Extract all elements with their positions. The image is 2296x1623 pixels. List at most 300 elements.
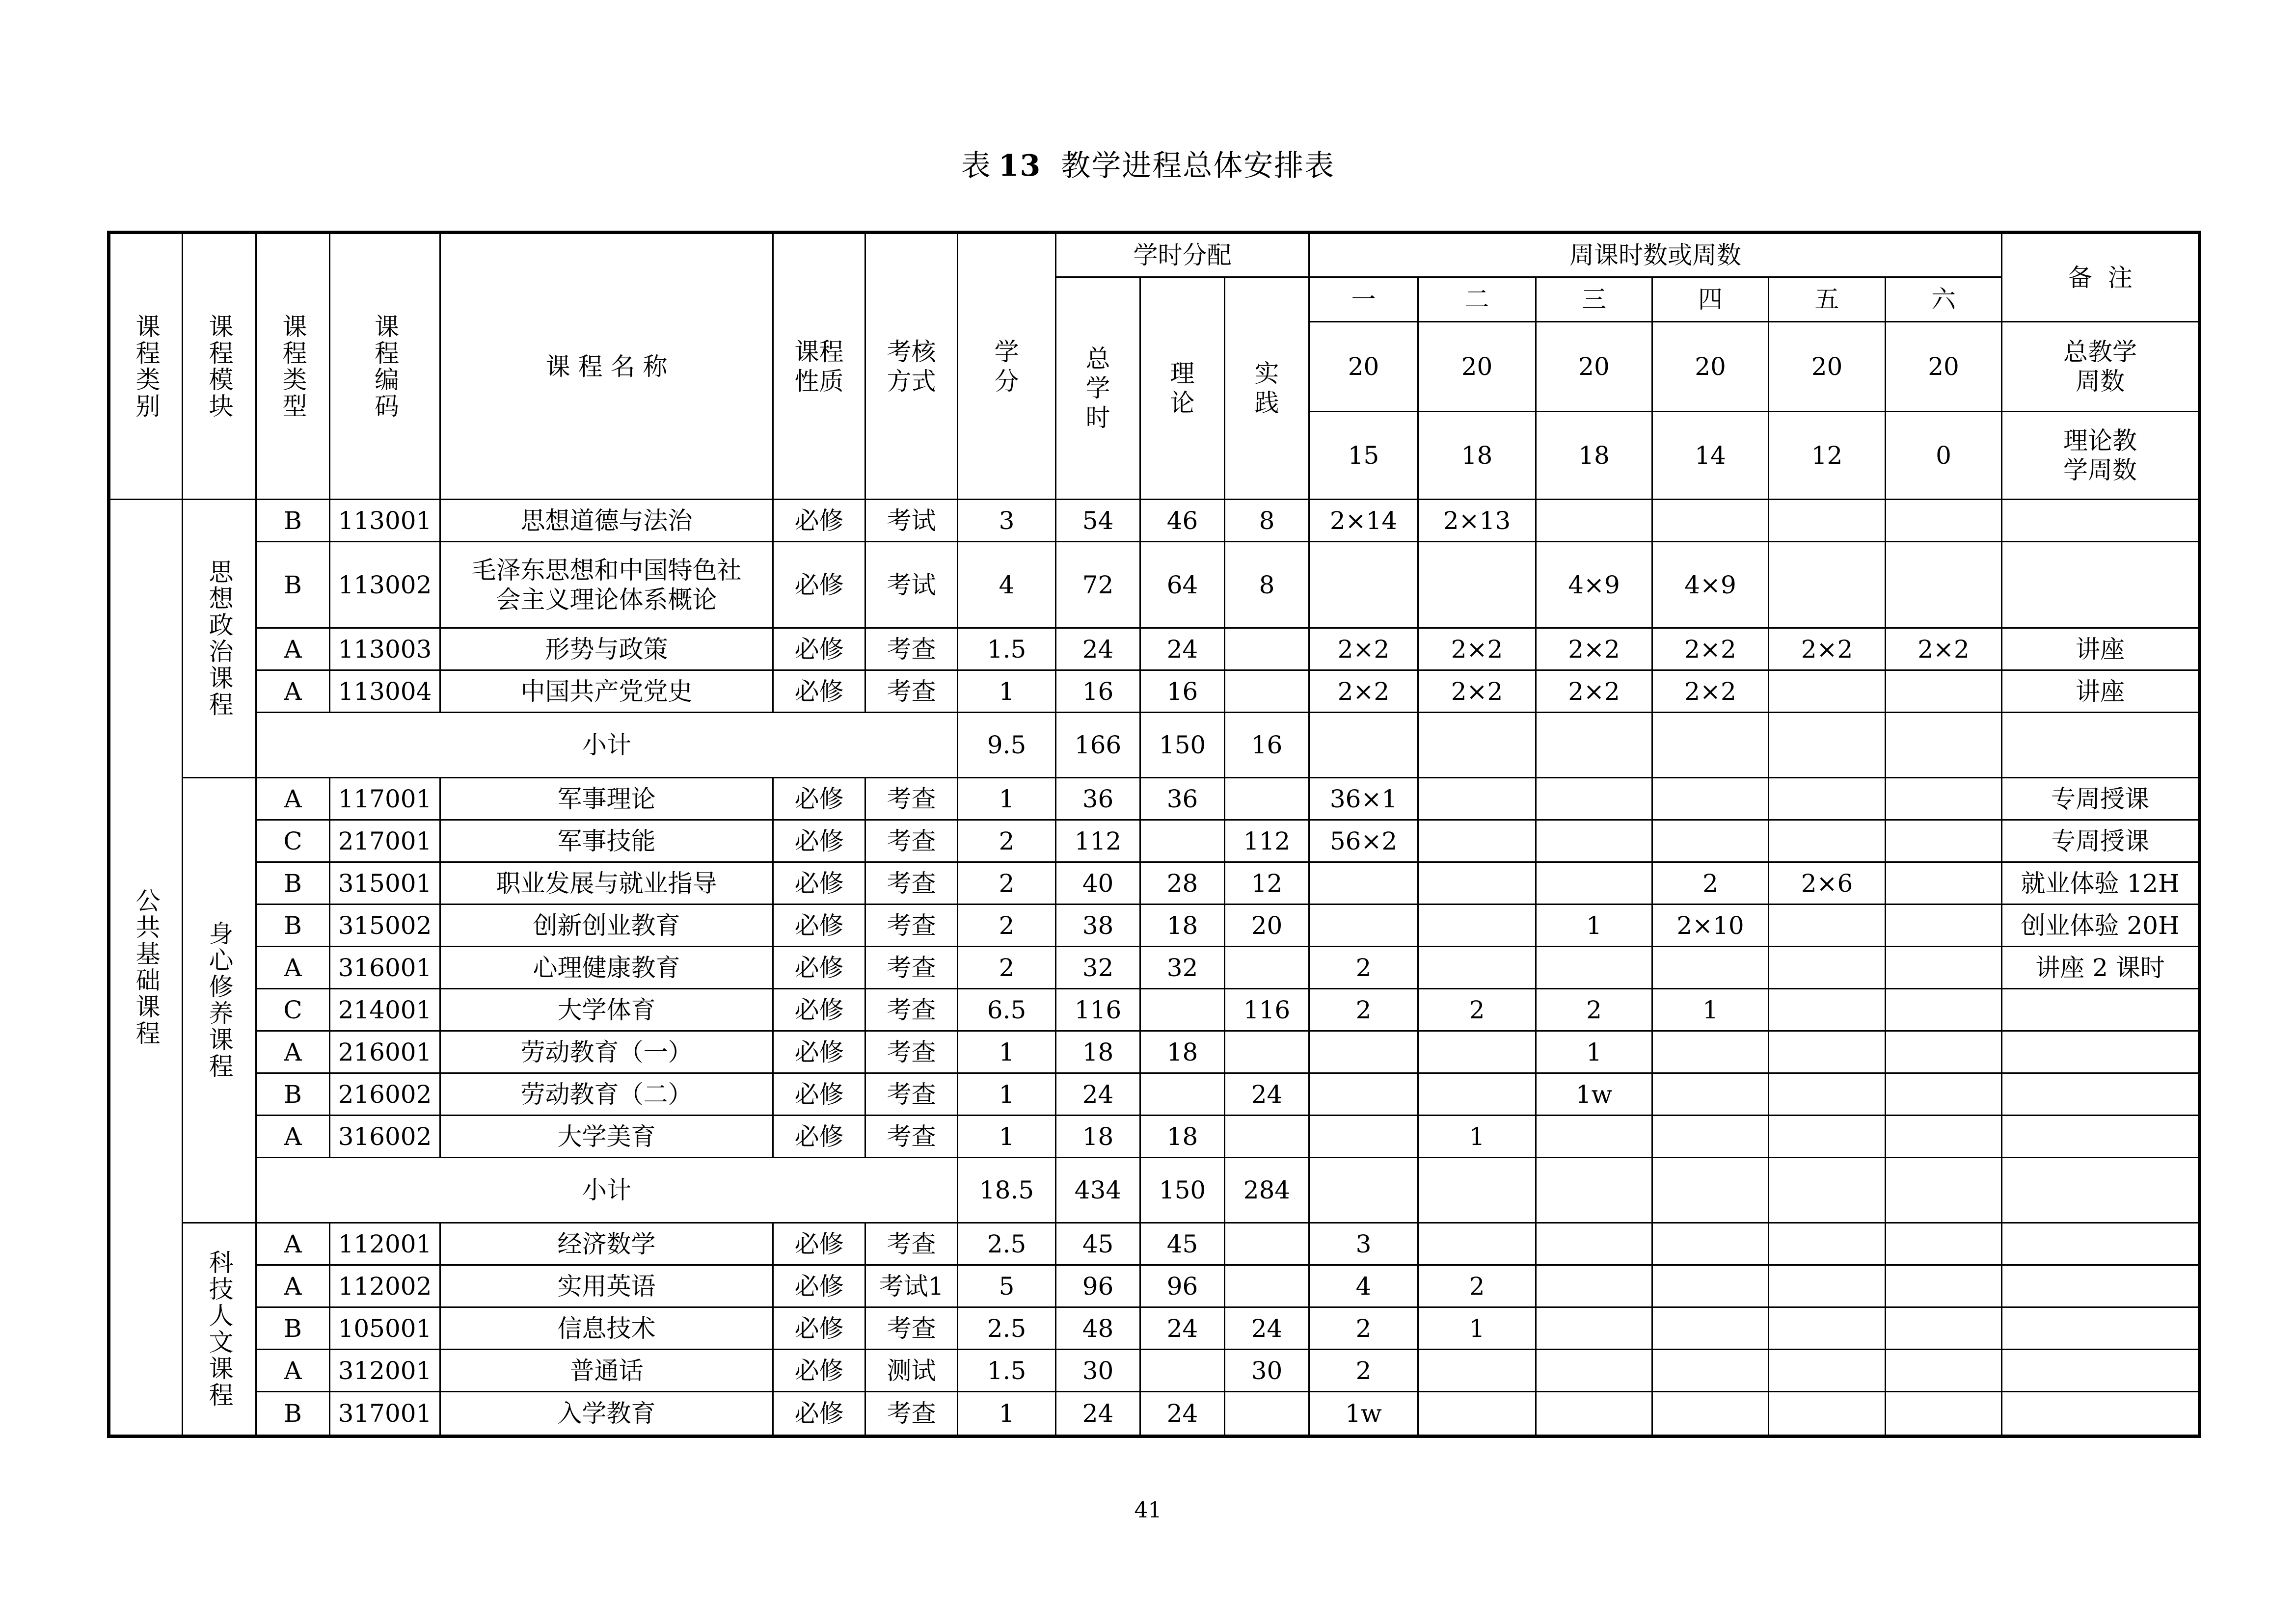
cell-practice: 8 <box>1225 500 1309 542</box>
cell-remark: 专周授课 <box>2002 820 2200 862</box>
cell-s3: 2×2 <box>1536 628 1652 670</box>
subtotal-label: 小计 <box>256 1158 958 1223</box>
cell-credit: 2.5 <box>958 1223 1056 1265</box>
table-row <box>109 670 2200 713</box>
subtotal-semester-2 <box>1418 713 1536 778</box>
total-weeks-6: 20 <box>1886 322 2002 412</box>
cell-code: 113001 <box>330 500 440 542</box>
cell-credit: 2 <box>958 947 1056 989</box>
theory-weeks-4: 14 <box>1652 412 1769 500</box>
cell-s1: 2 <box>1309 989 1418 1031</box>
cell-s2: 1 <box>1418 1307 1536 1350</box>
col-header-total: 总 学 时 <box>1056 277 1140 500</box>
cell-s3 <box>1536 947 1652 989</box>
subtotal-total: 166 <box>1056 713 1140 778</box>
cell-type: A <box>256 1223 330 1265</box>
col-header-category: 课程类别 <box>109 233 183 500</box>
cell-s3 <box>1536 862 1652 905</box>
cell-assess: 考查 <box>865 947 958 989</box>
cell-code: 214001 <box>330 989 440 1031</box>
cell-theory: 18 <box>1140 1031 1225 1073</box>
theory-weeks-2: 18 <box>1418 412 1536 500</box>
cell-s6 <box>1886 1307 2002 1350</box>
cell-credit: 2 <box>958 905 1056 947</box>
cell-s1: 2 <box>1309 1350 1418 1392</box>
cell-s4 <box>1652 1116 1769 1158</box>
cell-total: 48 <box>1056 1307 1140 1350</box>
cell-name: 形势与政策 <box>440 628 773 670</box>
cell-remark <box>2002 1350 2200 1392</box>
col-header-name: 课 程 名 称 <box>440 233 773 500</box>
cell-s6 <box>1886 820 2002 862</box>
cell-s5 <box>1769 989 1886 1031</box>
header-row <box>109 233 2200 277</box>
semester-4: 四 <box>1652 277 1769 322</box>
cell-nature: 必修 <box>773 989 865 1031</box>
cell-s4: 4×9 <box>1652 542 1769 628</box>
cell-type: A <box>256 778 330 820</box>
subtotal-semester-3 <box>1536 713 1652 778</box>
cell-nature: 必修 <box>773 1116 865 1158</box>
subtotal-row <box>109 1158 2200 1223</box>
cell-s1: 4 <box>1309 1265 1418 1307</box>
cell-type: A <box>256 628 330 670</box>
cell-remark <box>2002 542 2200 628</box>
cell-code: 117001 <box>330 778 440 820</box>
cell-theory <box>1140 1073 1225 1116</box>
cell-total: 38 <box>1056 905 1140 947</box>
table-row <box>109 862 2200 905</box>
subtotal-total: 434 <box>1056 1158 1140 1223</box>
cell-type: A <box>256 1265 330 1307</box>
cell-s5: 2×6 <box>1769 862 1886 905</box>
cell-credit: 1.5 <box>958 628 1056 670</box>
cell-credit: 1 <box>958 670 1056 713</box>
cell-s2 <box>1418 947 1536 989</box>
cell-s3: 2×2 <box>1536 670 1652 713</box>
cell-s1 <box>1309 1073 1418 1116</box>
cell-total: 24 <box>1056 1392 1140 1437</box>
col-header-nature: 课程 性质 <box>773 233 865 500</box>
cell-s5 <box>1769 1031 1886 1073</box>
cell-type: C <box>256 989 330 1031</box>
subtotal-semester-5 <box>1769 713 1886 778</box>
cell-s6 <box>1886 1265 2002 1307</box>
cell-s5 <box>1769 1350 1886 1392</box>
cell-s4: 2×2 <box>1652 628 1769 670</box>
cell-total: 18 <box>1056 1116 1140 1158</box>
cell-code: 113002 <box>330 542 440 628</box>
subtotal-practice: 16 <box>1225 713 1309 778</box>
cell-name: 经济数学 <box>440 1223 773 1265</box>
cell-total: 40 <box>1056 862 1140 905</box>
cell-nature: 必修 <box>773 905 865 947</box>
cell-total: 32 <box>1056 947 1140 989</box>
cell-assess: 考查 <box>865 905 958 947</box>
cell-s6 <box>1886 905 2002 947</box>
cell-s3 <box>1536 1350 1652 1392</box>
cell-type: A <box>256 670 330 713</box>
subtotal-credit: 18.5 <box>958 1158 1056 1223</box>
cell-s3 <box>1536 1223 1652 1265</box>
cell-type: C <box>256 820 330 862</box>
cell-s2: 2 <box>1418 989 1536 1031</box>
cell-nature: 必修 <box>773 820 865 862</box>
subtotal-semester-1 <box>1309 713 1418 778</box>
cell-type: B <box>256 862 330 905</box>
cell-credit: 1 <box>958 1116 1056 1158</box>
total-weeks-2: 20 <box>1418 322 1536 412</box>
table-row <box>109 947 2200 989</box>
cell-remark <box>2002 1307 2200 1350</box>
cell-s3 <box>1536 500 1652 542</box>
cell-name: 大学美育 <box>440 1116 773 1158</box>
cell-s1: 36×1 <box>1309 778 1418 820</box>
cell-s3 <box>1536 1116 1652 1158</box>
cell-assess: 测试 <box>865 1350 958 1392</box>
col-header-credit: 学 分 <box>958 233 1056 500</box>
cell-remark <box>2002 1392 2200 1437</box>
table-row <box>109 905 2200 947</box>
cell-practice <box>1225 1265 1309 1307</box>
cell-s2 <box>1418 1350 1536 1392</box>
cell-s1: 1w <box>1309 1392 1418 1437</box>
cell-theory: 24 <box>1140 628 1225 670</box>
cell-s2 <box>1418 905 1536 947</box>
subtotal-semester-5 <box>1769 1158 1886 1223</box>
cell-s6 <box>1886 778 2002 820</box>
cell-code: 113003 <box>330 628 440 670</box>
cell-s2 <box>1418 1223 1536 1265</box>
module-cell: 科技人文课程 <box>183 1223 256 1437</box>
cell-practice <box>1225 1116 1309 1158</box>
cell-s5 <box>1769 1116 1886 1158</box>
cell-credit: 2 <box>958 820 1056 862</box>
module-cell: 身心修养课程 <box>183 778 256 1223</box>
cell-type: A <box>256 1350 330 1392</box>
cell-name: 创新创业教育 <box>440 905 773 947</box>
cell-s5 <box>1769 947 1886 989</box>
cell-assess: 考查 <box>865 820 958 862</box>
cell-remark <box>2002 989 2200 1031</box>
cell-theory: 36 <box>1140 778 1225 820</box>
cell-s3: 1w <box>1536 1073 1652 1116</box>
cell-s3: 1 <box>1536 1031 1652 1073</box>
cell-code: 316001 <box>330 947 440 989</box>
cell-s5 <box>1769 1392 1886 1437</box>
cell-s1: 2 <box>1309 947 1418 989</box>
cell-type: A <box>256 1031 330 1073</box>
cell-total: 30 <box>1056 1350 1140 1392</box>
cell-credit: 2 <box>958 862 1056 905</box>
cell-theory: 96 <box>1140 1265 1225 1307</box>
cell-nature: 必修 <box>773 1350 865 1392</box>
cell-s1: 2×14 <box>1309 500 1418 542</box>
cell-assess: 考查 <box>865 1307 958 1350</box>
cell-theory <box>1140 820 1225 862</box>
cell-s6 <box>1886 862 2002 905</box>
cell-s4 <box>1652 1350 1769 1392</box>
cell-credit: 1 <box>958 1392 1056 1437</box>
col-header-practice: 实 践 <box>1225 277 1309 500</box>
cell-remark: 讲座 <box>2002 628 2200 670</box>
cell-s2 <box>1418 820 1536 862</box>
cell-name: 军事技能 <box>440 820 773 862</box>
theory-weeks-5: 12 <box>1769 412 1886 500</box>
table-row <box>109 628 2200 670</box>
cell-remark: 就业体验 12H <box>2002 862 2200 905</box>
cell-s4 <box>1652 947 1769 989</box>
cell-nature: 必修 <box>773 628 865 670</box>
subtotal-semester-3 <box>1536 1158 1652 1223</box>
cell-assess: 考查 <box>865 1223 958 1265</box>
col-header-module: 课程模块 <box>183 233 256 500</box>
cell-s4 <box>1652 1307 1769 1350</box>
cell-practice <box>1225 1223 1309 1265</box>
cell-s1: 2×2 <box>1309 628 1418 670</box>
cell-nature: 必修 <box>773 778 865 820</box>
cell-s4 <box>1652 500 1769 542</box>
table-row <box>109 1350 2200 1392</box>
cell-s1 <box>1309 542 1418 628</box>
cell-theory: 32 <box>1140 947 1225 989</box>
col-header-remarks: 备 注 <box>2002 233 2200 322</box>
cell-s3: 2 <box>1536 989 1652 1031</box>
cell-remark <box>2002 1031 2200 1073</box>
cell-code: 112002 <box>330 1265 440 1307</box>
table-number: 13 <box>998 149 1042 183</box>
cell-assess: 考查 <box>865 1031 958 1073</box>
cell-total: 18 <box>1056 1031 1140 1073</box>
cell-s2: 2×13 <box>1418 500 1536 542</box>
cell-s6 <box>1886 1116 2002 1158</box>
cell-s4 <box>1652 1031 1769 1073</box>
cell-theory: 24 <box>1140 1392 1225 1437</box>
cell-s2: 2×2 <box>1418 670 1536 713</box>
cell-type: B <box>256 1392 330 1437</box>
cell-total: 96 <box>1056 1265 1140 1307</box>
cell-practice <box>1225 778 1309 820</box>
cell-type: A <box>256 1116 330 1158</box>
cell-name: 劳动教育（一） <box>440 1031 773 1073</box>
cell-s4: 2 <box>1652 862 1769 905</box>
cell-s2 <box>1418 862 1536 905</box>
cell-type: B <box>256 1073 330 1116</box>
cell-s2 <box>1418 778 1536 820</box>
cell-s1: 3 <box>1309 1223 1418 1265</box>
cell-s2 <box>1418 542 1536 628</box>
cell-nature: 必修 <box>773 947 865 989</box>
cell-credit: 3 <box>958 500 1056 542</box>
cell-practice: 12 <box>1225 862 1309 905</box>
cell-name: 思想道德与法治 <box>440 500 773 542</box>
cell-s4: 2×2 <box>1652 670 1769 713</box>
cell-name: 心理健康教育 <box>440 947 773 989</box>
cell-credit: 6.5 <box>958 989 1056 1031</box>
cell-credit: 1 <box>958 1073 1056 1116</box>
cell-s1: 2 <box>1309 1307 1418 1350</box>
cell-code: 216001 <box>330 1031 440 1073</box>
cell-code: 105001 <box>330 1307 440 1350</box>
cell-nature: 必修 <box>773 670 865 713</box>
semester-2: 二 <box>1418 277 1536 322</box>
subtotal-semester-6 <box>1886 713 2002 778</box>
cell-name: 普通话 <box>440 1350 773 1392</box>
col-header-type: 课程类型 <box>256 233 330 500</box>
cell-s4 <box>1652 1392 1769 1437</box>
cell-type: B <box>256 1307 330 1350</box>
cell-s5 <box>1769 1307 1886 1350</box>
cell-code: 312001 <box>330 1350 440 1392</box>
cell-s1: 56×2 <box>1309 820 1418 862</box>
title-text: 教学进程总体安排表 <box>1061 149 1335 183</box>
table-row <box>109 1031 2200 1073</box>
cell-practice <box>1225 1031 1309 1073</box>
cell-s6 <box>1886 1031 2002 1073</box>
cell-nature: 必修 <box>773 1265 865 1307</box>
cell-name: 中国共产党党史 <box>440 670 773 713</box>
cell-s6 <box>1886 1223 2002 1265</box>
cell-s2: 2 <box>1418 1265 1536 1307</box>
cell-remark <box>2002 1073 2200 1116</box>
cell-credit: 2.5 <box>958 1307 1056 1350</box>
cell-s3 <box>1536 778 1652 820</box>
cell-remark: 专周授课 <box>2002 778 2200 820</box>
cell-s4 <box>1652 1073 1769 1116</box>
cell-practice: 8 <box>1225 542 1309 628</box>
cell-remark <box>2002 1116 2200 1158</box>
cell-s2 <box>1418 1031 1536 1073</box>
semester-6: 六 <box>1886 277 2002 322</box>
cell-remark: 讲座 2 课时 <box>2002 947 2200 989</box>
cell-nature: 必修 <box>773 500 865 542</box>
cell-s3: 1 <box>1536 905 1652 947</box>
cell-assess: 考试 <box>865 500 958 542</box>
subtotal-semester-1 <box>1309 1158 1418 1223</box>
cell-practice: 116 <box>1225 989 1309 1031</box>
cell-assess: 考试 <box>865 542 958 628</box>
cell-remark: 创业体验 20H <box>2002 905 2200 947</box>
remarks-total-weeks-label: 总教学 周数 <box>2002 322 2200 412</box>
subtotal-semester-6 <box>1886 1158 2002 1223</box>
cell-code: 112001 <box>330 1223 440 1265</box>
theory-weeks-3: 18 <box>1536 412 1652 500</box>
cell-s2: 1 <box>1418 1116 1536 1158</box>
subtotal-remark <box>2002 713 2200 778</box>
cell-assess: 考查 <box>865 778 958 820</box>
table-row <box>109 500 2200 542</box>
cell-s6: 2×2 <box>1886 628 2002 670</box>
cell-s4: 1 <box>1652 989 1769 1031</box>
cell-total: 24 <box>1056 628 1140 670</box>
total-weeks-3: 20 <box>1536 322 1652 412</box>
cell-nature: 必修 <box>773 1223 865 1265</box>
cell-s5 <box>1769 778 1886 820</box>
cell-theory <box>1140 1350 1225 1392</box>
cell-remark: 讲座 <box>2002 670 2200 713</box>
col-header-weekly: 周课时数或周数 <box>1309 233 2002 277</box>
subtotal-credit: 9.5 <box>958 713 1056 778</box>
teaching-schedule-table <box>107 231 2201 1438</box>
cell-credit: 4 <box>958 542 1056 628</box>
cell-s5 <box>1769 1073 1886 1116</box>
subtotal-remark <box>2002 1158 2200 1223</box>
cell-theory: 24 <box>1140 1307 1225 1350</box>
cell-name: 劳动教育（二） <box>440 1073 773 1116</box>
total-weeks-5: 20 <box>1769 322 1886 412</box>
cell-total: 36 <box>1056 778 1140 820</box>
cell-name: 职业发展与就业指导 <box>440 862 773 905</box>
cell-s2 <box>1418 1392 1536 1437</box>
cell-theory: 64 <box>1140 542 1225 628</box>
theory-weeks-1: 15 <box>1309 412 1418 500</box>
cell-s2 <box>1418 1073 1536 1116</box>
cell-s5 <box>1769 1265 1886 1307</box>
cell-s4: 2×10 <box>1652 905 1769 947</box>
cell-credit: 5 <box>958 1265 1056 1307</box>
cell-assess: 考查 <box>865 1392 958 1437</box>
cell-name: 大学体育 <box>440 989 773 1031</box>
subtotal-semester-4 <box>1652 1158 1769 1223</box>
cell-credit: 1.5 <box>958 1350 1056 1392</box>
semester-3: 三 <box>1536 277 1652 322</box>
cell-nature: 必修 <box>773 862 865 905</box>
cell-s4 <box>1652 1223 1769 1265</box>
cell-assess: 考查 <box>865 628 958 670</box>
cell-code: 113004 <box>330 670 440 713</box>
cell-remark <box>2002 1265 2200 1307</box>
subtotal-semester-4 <box>1652 713 1769 778</box>
cell-practice <box>1225 628 1309 670</box>
cell-s4 <box>1652 820 1769 862</box>
table-row <box>109 820 2200 862</box>
cell-code: 316002 <box>330 1116 440 1158</box>
cell-name: 入学教育 <box>440 1392 773 1437</box>
subtotal-semester-2 <box>1418 1158 1536 1223</box>
cell-s6 <box>1886 670 2002 713</box>
cell-total: 116 <box>1056 989 1140 1031</box>
cell-code: 216002 <box>330 1073 440 1116</box>
col-header-assess: 考核 方式 <box>865 233 958 500</box>
cell-name: 实用英语 <box>440 1265 773 1307</box>
cell-name: 毛泽东思想和中国特色社 会主义理论体系概论 <box>440 542 773 628</box>
table-row <box>109 1073 2200 1116</box>
cell-s1 <box>1309 862 1418 905</box>
cell-theory: 18 <box>1140 905 1225 947</box>
total-weeks-4: 20 <box>1652 322 1769 412</box>
cell-type: B <box>256 500 330 542</box>
cell-s4 <box>1652 1265 1769 1307</box>
cell-type: B <box>256 905 330 947</box>
cell-s5 <box>1769 820 1886 862</box>
cell-s3 <box>1536 820 1652 862</box>
subtotal-practice: 284 <box>1225 1158 1309 1223</box>
cell-assess: 考查 <box>865 670 958 713</box>
cell-nature: 必修 <box>773 542 865 628</box>
subtotal-row <box>109 713 2200 778</box>
table-row <box>109 1116 2200 1158</box>
cell-assess: 考查 <box>865 989 958 1031</box>
cell-total: 16 <box>1056 670 1140 713</box>
table-row <box>109 1307 2200 1350</box>
cell-s1 <box>1309 1031 1418 1073</box>
cell-total: 54 <box>1056 500 1140 542</box>
cell-practice: 24 <box>1225 1073 1309 1116</box>
module-cell: 思想政治课程 <box>183 500 256 778</box>
cell-s3 <box>1536 1265 1652 1307</box>
cell-s4 <box>1652 778 1769 820</box>
category-cell: 公共基础课程 <box>109 500 183 1437</box>
